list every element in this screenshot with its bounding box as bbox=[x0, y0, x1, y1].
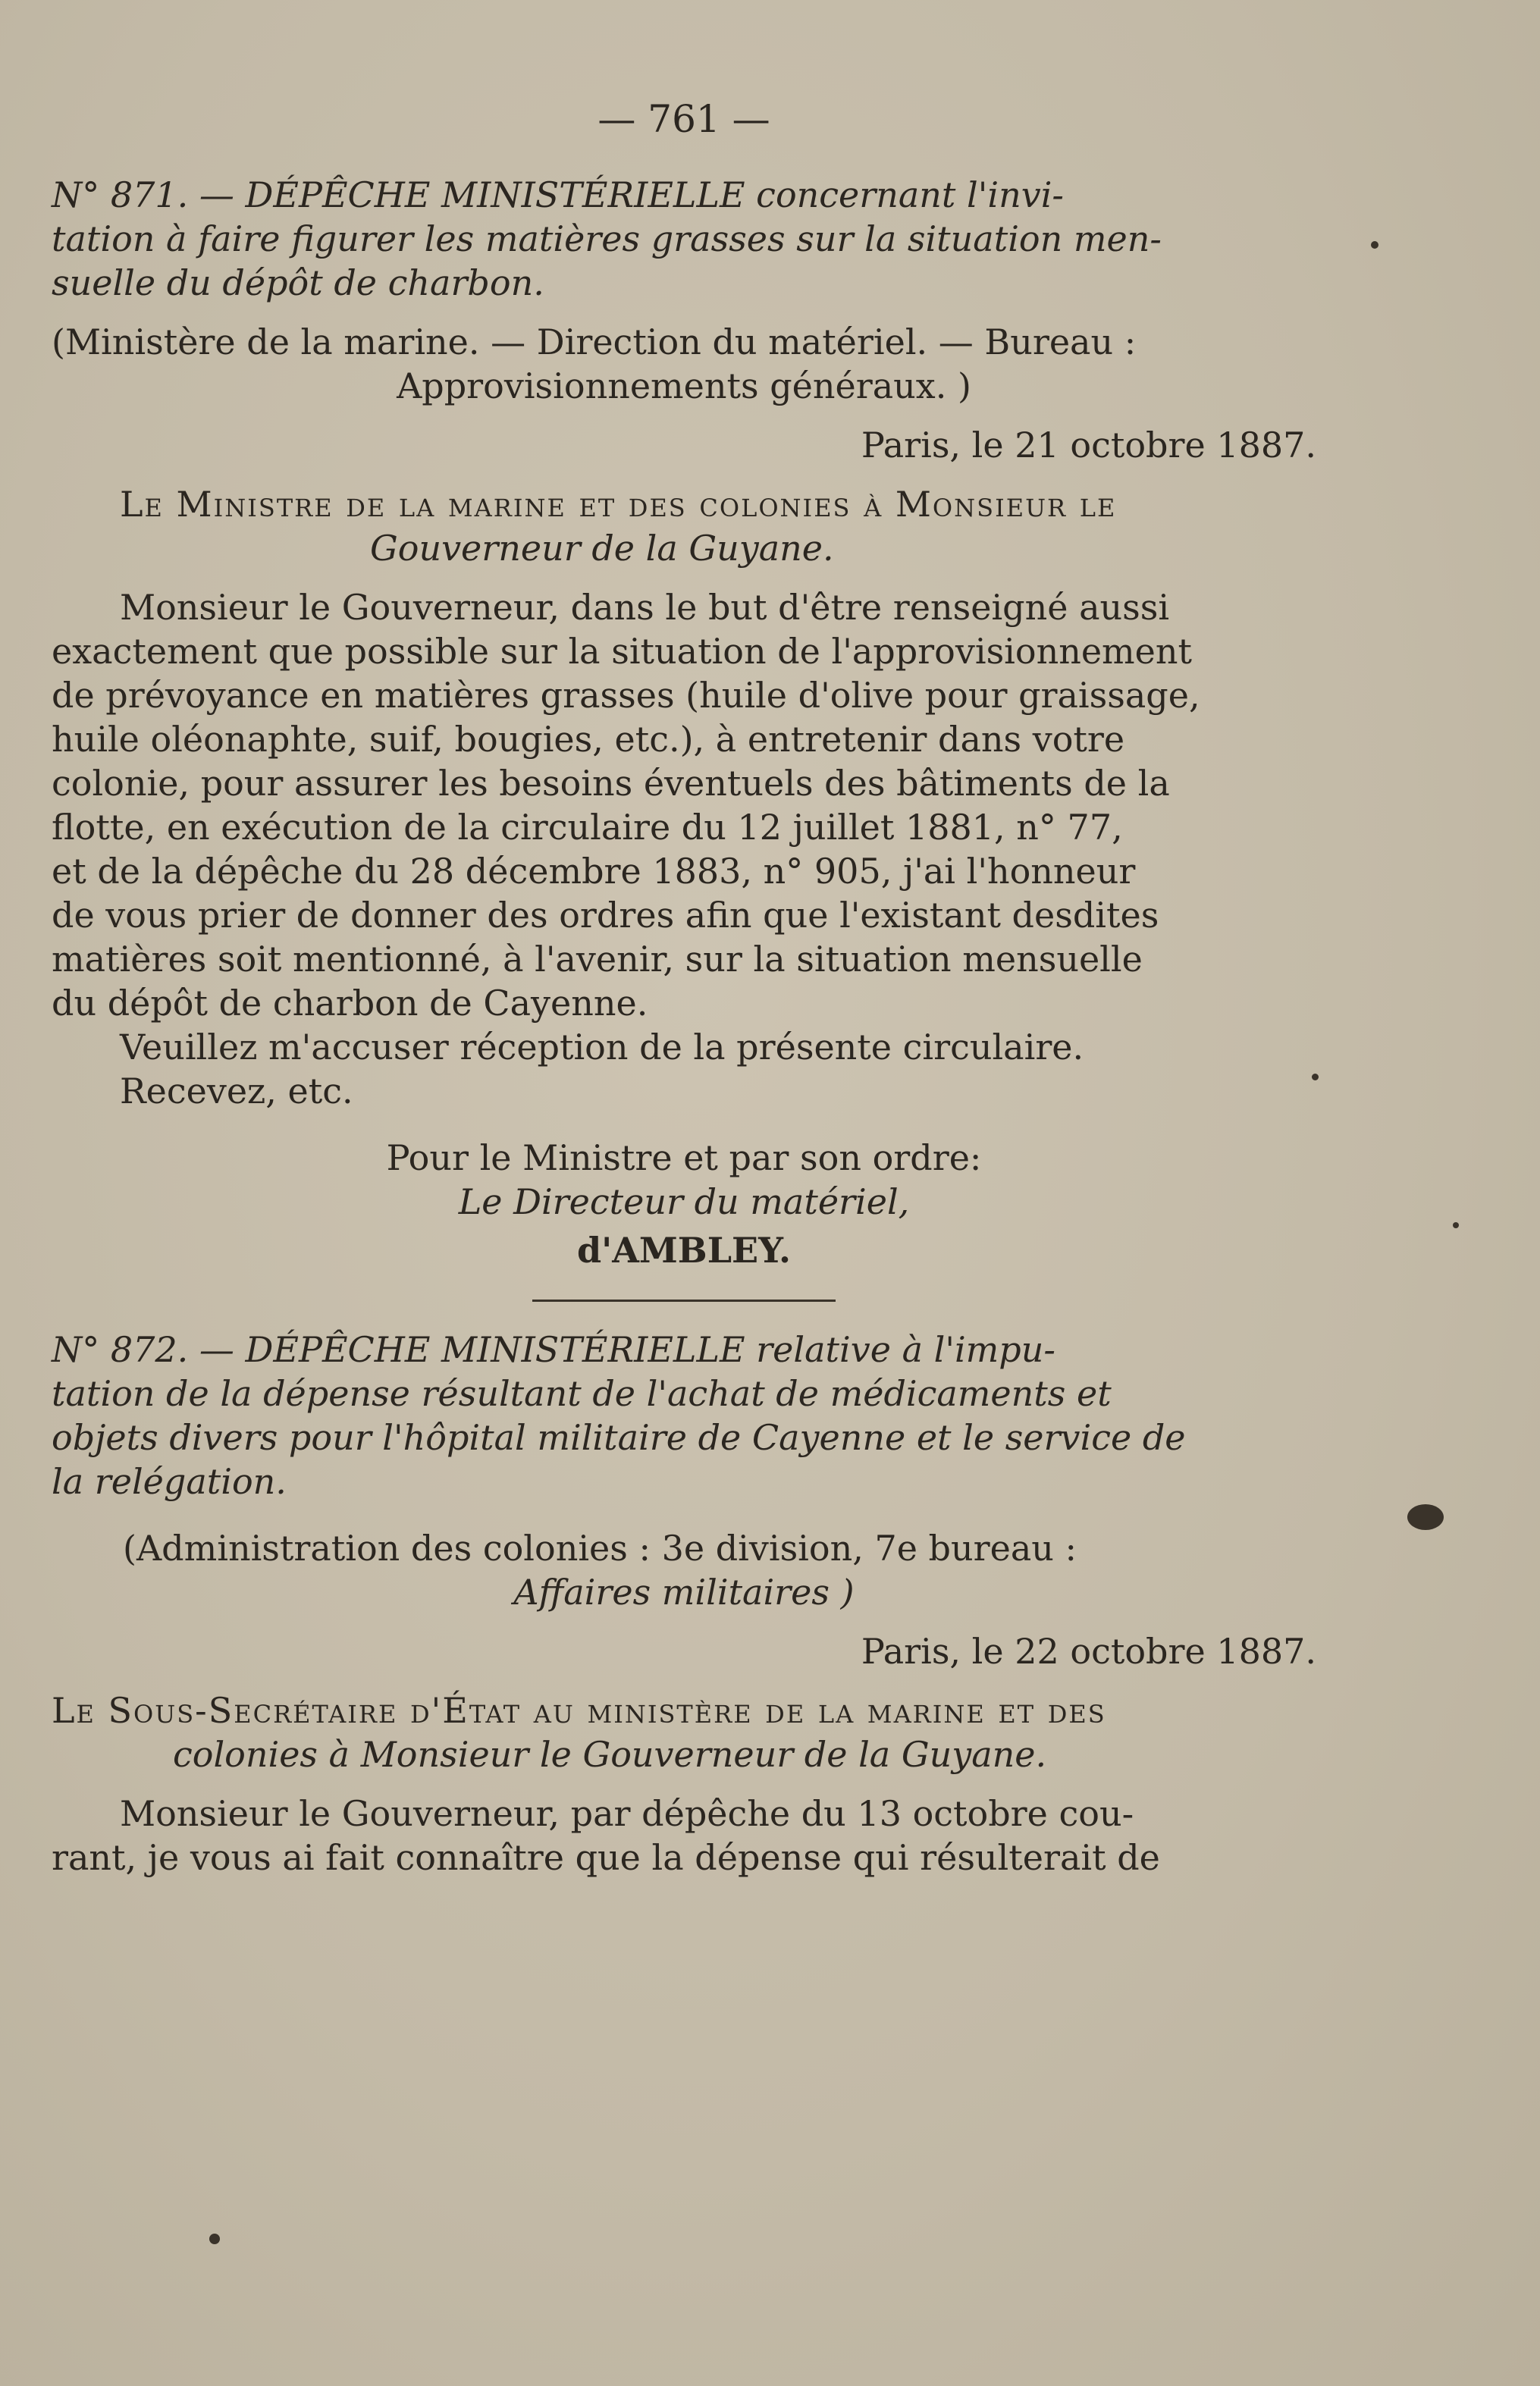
entry-871-body-line-4: huile oléonaphte, suif, bougies, etc.), à entretenir dans votre bbox=[52, 719, 1125, 760]
entry-872-address-line-1: Le Sous-Secrétaire d'État au ministère de la marine et des bbox=[52, 1690, 1106, 1731]
entry-872-date: Paris, le 22 octobre 1887. bbox=[861, 1631, 1316, 1672]
entry-872-body-line-1: Monsieur le Gouverneur, par dépêche du 13 octobre cou- bbox=[120, 1793, 1134, 1834]
entry-871 bbox=[52, 173, 1316, 1272]
entry-872-ministry-line-1: (Administration des colonies : 3e division, 7e bureau : bbox=[123, 1528, 1077, 1569]
entry-872-heading-line-3: objets divers pour l'hôpital militaire de Cayenne et le service de bbox=[52, 1417, 1186, 1458]
document-column bbox=[52, 173, 1316, 1880]
entry-871-address-line-2: Gouverneur de la Guyane. bbox=[370, 528, 834, 569]
ink-blot bbox=[1407, 1504, 1444, 1530]
entry-871-body-line-2: exactement que possible sur la situation de l'approvisionnement bbox=[52, 631, 1193, 672]
entry-871-body-line-9: matières soit mentionné, à l'avenir, sur la situation mensuelle bbox=[52, 939, 1143, 980]
entry-871-body-line-5: colonie, pour assurer les besoins éventuels des bâtiments de la bbox=[52, 763, 1170, 804]
entry-871-heading-line-1: N° 871. — DÉPÊCHE MINISTÉRIELLE concernant l'invi- bbox=[52, 174, 1064, 215]
entry-871-ministry-line-2: Approvisionnements généraux. ) bbox=[397, 365, 971, 406]
entry-871-date: Paris, le 21 octobre 1887. bbox=[861, 425, 1316, 466]
entry-872-heading-line-1: N° 872. — DÉPÊCHE MINISTÉRIELLE relative à l'impu- bbox=[52, 1329, 1055, 1370]
entry-871-body-line-8: de vous prier de donner des ordres afin que l'existant desdites bbox=[52, 895, 1159, 936]
entry-872-heading-line-4: la relégation. bbox=[52, 1461, 287, 1502]
entry-871-signatory: d'AMBLEY. bbox=[576, 1230, 792, 1271]
ink-speck bbox=[1312, 1074, 1319, 1080]
entry-871-body-line-1: Monsieur le Gouverneur, dans le but d'être renseigné aussi bbox=[120, 587, 1170, 628]
entry-872 bbox=[52, 1328, 1316, 1880]
entry-871-heading-line-3: suelle du dépôt de charbon. bbox=[52, 262, 544, 303]
entry-871-body-line-7: et de la dépêche du 28 décembre 1883, n° 905, j'ai l'honneur bbox=[52, 851, 1136, 892]
entry-871-body-line-6: flotte, en exécution de la circulaire du 12 juillet 1881, n° 77, bbox=[52, 807, 1123, 848]
entry-872-ministry-line-2: Affaires militaires ) bbox=[513, 1572, 855, 1613]
entry-872-address-line-2: colonies à Monsieur le Gouverneur de la Guyane. bbox=[173, 1734, 1047, 1775]
page-number: — 761 — bbox=[597, 97, 770, 141]
entry-871-ministry-line-1: (Ministère de la marine. — Direction du matériel. — Bureau : bbox=[52, 321, 1137, 362]
entry-871-body-line-10: du dépôt de charbon de Cayenne. bbox=[52, 983, 648, 1024]
entry-872-heading-line-2: tation de la dépense résultant de l'achat de médicaments et bbox=[52, 1373, 1112, 1414]
entry-871-heading-line-2: tation à faire figurer les matières grasses sur la situation men- bbox=[52, 218, 1162, 259]
ink-speck bbox=[209, 2234, 220, 2244]
entry-872-body-line-2: rant, je vous ai fait connaître que la dépense qui résulterait de bbox=[52, 1837, 1160, 1878]
entry-871-signature-line-1: Pour le Ministre et par son ordre: bbox=[386, 1137, 982, 1178]
entry-871-closing-line-2: Recevez, etc. bbox=[120, 1071, 353, 1111]
section-divider bbox=[532, 1300, 836, 1302]
entry-871-body-line-3: de prévoyance en matières grasses (huile d'olive pour graissage, bbox=[52, 675, 1200, 716]
ink-speck bbox=[1371, 241, 1378, 249]
entry-871-signature-line-2: Le Directeur du matériel, bbox=[458, 1181, 910, 1222]
page-header bbox=[52, 0, 1316, 167]
entry-871-address-line-1: Le Ministre de la marine et des colonies à Monsieur le bbox=[120, 484, 1117, 525]
ink-speck bbox=[1453, 1222, 1459, 1228]
entry-871-closing-line-1: Veuillez m'accuser réception de la présente circulaire. bbox=[120, 1027, 1084, 1068]
